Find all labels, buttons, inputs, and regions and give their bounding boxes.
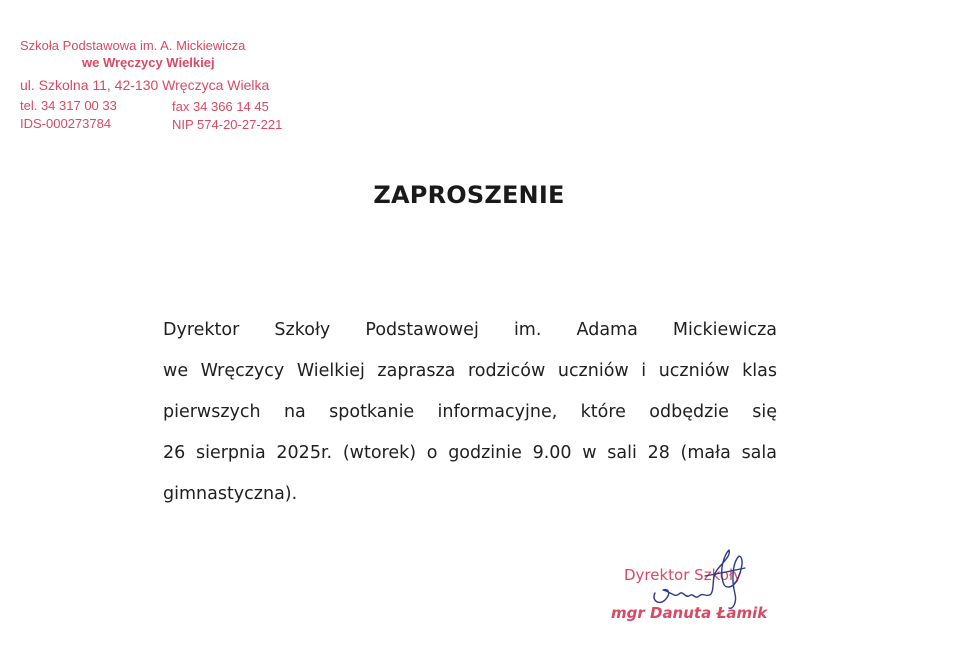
signature-name: mgr Danuta Łamik [611,604,768,622]
paragraph-line: Dyrektor Szkoły Podstawowej im. Adama Mickiewicza [163,320,777,340]
paragraph-line: 26 sierpnia 2025r. (wtorek) o godzinie 9.00 w sali 28 (mała sala [163,443,777,463]
stamp-school-name: Szkoła Podstawowa im. A. Mickiewicza [20,38,246,53]
stamp-address: ul. Szkolna 11, 42-130 Wręczyca Wielka [20,77,270,93]
paragraph-line: gimnastyczna). [163,484,298,504]
signature-title: Dyrektor Szkoły [624,566,743,584]
invitation-paragraph [163,310,777,515]
school-stamp [20,38,288,138]
stamp-phone: tel. 34 317 00 33 [20,98,117,113]
paragraph-line: we Wręczycy Wielkiej zaprasza rodziców uczniów i uczniów klas [163,361,777,381]
paragraph-line: pierwszych na spotkanie informacyjne, które odbędzie się [163,402,777,422]
stamp-fax: fax 34 366 14 45 [172,99,269,114]
stamp-village: we Wręczycy Wielkiej [82,55,215,70]
stamp-ids: IDS-000273784 [20,116,112,131]
handwritten-signature [645,548,755,620]
stamp-nip: NIP 574-20-27-221 [172,117,283,132]
page-title: ZAPROSZENIE [373,181,565,209]
